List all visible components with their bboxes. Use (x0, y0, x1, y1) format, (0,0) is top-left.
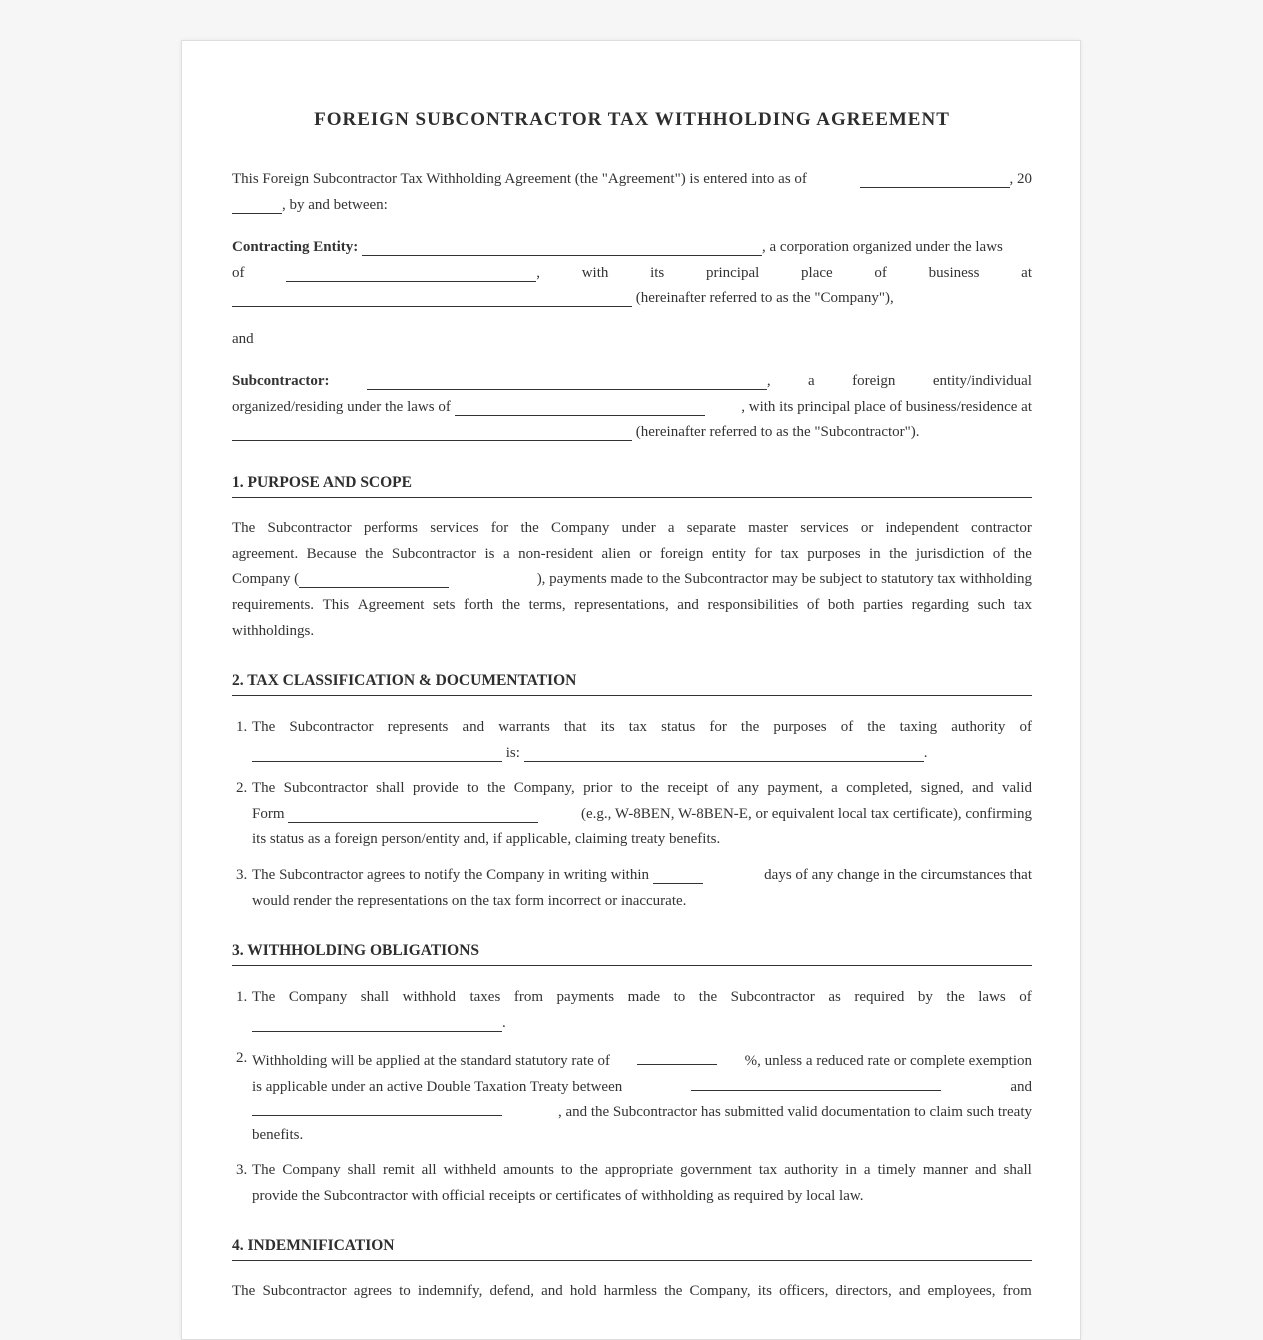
word: a (831, 780, 838, 796)
word: and (541, 1283, 563, 1299)
word: performs (363, 520, 419, 536)
section-3-item-3 (232, 1158, 1032, 1209)
item-text: its status as a foreign person/entity and, if applicable, claiming treaty benefits. (252, 831, 721, 848)
word: of (1019, 719, 1032, 735)
word: prior (583, 780, 613, 796)
word: shall (1003, 1162, 1032, 1178)
word: made (627, 989, 661, 1005)
item-text: is applicable under an active Double Taxation Treaty between (252, 1078, 623, 1095)
word: forth (464, 597, 494, 614)
word: Company, (689, 1283, 751, 1299)
document-page (181, 40, 1081, 1340)
item-text: The Subcontractor agrees to notify the Company in writing within (252, 867, 650, 883)
word: The (232, 1283, 256, 1299)
word: laws (978, 989, 1006, 1005)
section-1-line: ), payments made to the Subcontractor may be subject to statutory tax withholding (536, 571, 1032, 588)
company-jurisdiction-country-blank-field[interactable] (299, 569, 449, 588)
section-2-item-3 (232, 863, 1032, 914)
word: contractor (971, 520, 1032, 536)
word: timely (877, 1162, 916, 1178)
word: amounts (503, 1162, 554, 1178)
word: provide (412, 780, 459, 796)
item-text (252, 1158, 1032, 1184)
subcontractor-paragraph (232, 369, 1032, 446)
word: such (977, 597, 1006, 614)
word: the (501, 597, 521, 614)
treaty-country-2-blank-field[interactable] (252, 1097, 502, 1116)
subcontractor-jurisdiction-blank-field[interactable] (455, 397, 705, 416)
withholding-laws-blank-field[interactable] (252, 1013, 502, 1032)
word: This (322, 597, 350, 614)
word: employees, (927, 1283, 996, 1299)
word: Company (282, 1162, 341, 1178)
word: tax (628, 719, 648, 735)
item-text: is: (505, 744, 520, 761)
word: services (800, 520, 849, 536)
word: Subcontractor (267, 520, 352, 536)
word: both (827, 597, 855, 614)
section-1-line: Company ( (232, 571, 300, 588)
item-text: Form (252, 805, 285, 822)
word: receipt (667, 780, 709, 796)
word: regarding (911, 597, 970, 614)
word: defend, (489, 1283, 534, 1299)
word: the (664, 1283, 683, 1299)
word: manner (922, 1162, 968, 1178)
word: shall (360, 989, 390, 1005)
word: agreement. (232, 545, 299, 562)
contracting-word: principal (705, 264, 760, 281)
item-text: , and the Subcontractor has submitted valid documentation to claim such treaty (557, 1104, 1032, 1121)
and-text: and (232, 331, 254, 347)
word: Company, (513, 780, 575, 796)
section-1-line (232, 516, 1032, 542)
contracting-entity-label: Contracting Entity: (232, 239, 359, 255)
word: purposes (773, 719, 827, 735)
treaty-country-1-blank-field[interactable] (691, 1072, 941, 1091)
word: is (484, 545, 495, 562)
word: officers, (779, 1283, 829, 1299)
word: jurisdiction (915, 545, 985, 562)
word: Subcontractor (283, 780, 368, 796)
item-text (252, 985, 1032, 1011)
word: Because (306, 545, 357, 562)
taxing-authority-blank-field[interactable] (252, 743, 502, 762)
subcontractor-word: a (808, 373, 815, 389)
word: hold (569, 1283, 597, 1299)
section-1-heading: 1. PURPOSE AND SCOPE (232, 474, 1032, 498)
intro-by-and-between: , by and between: (282, 196, 388, 213)
word: represents (387, 719, 449, 735)
section-3-item-2 (232, 1046, 1032, 1149)
word: The (232, 520, 256, 536)
contracting-word: at (1021, 264, 1032, 281)
year-blank-field[interactable] (232, 195, 282, 214)
word: shall (376, 780, 405, 796)
item-text: provide the Subcontractor with official receipts or certificates of withholding as required by local law. (252, 1187, 864, 1204)
word: status (661, 719, 696, 735)
word: the (1013, 545, 1032, 562)
subcontractor-word: , (766, 373, 771, 389)
item-text (252, 715, 1032, 741)
word: independent (885, 520, 959, 536)
word: non-resident (518, 545, 594, 562)
item-text: %, unless a reduced rate or complete exemption (744, 1053, 1032, 1069)
subcontractor-residence-text: , with its principal place of business/residence at (741, 398, 1032, 415)
company-address-blank-field[interactable] (232, 288, 632, 307)
word: the (889, 545, 908, 562)
word: and (971, 780, 994, 796)
section-2-item-1 (232, 715, 1032, 766)
withholding-rate-blank-field[interactable] (637, 1046, 717, 1065)
word: required (854, 989, 905, 1005)
tax-form-blank-field[interactable] (288, 804, 538, 823)
word: from (513, 989, 544, 1005)
contracting-word: place (801, 264, 833, 281)
word: and (677, 597, 699, 614)
subcontractor-hereinafter-text: (hereinafter referred to as the "Subcontractor"). (635, 424, 920, 441)
word: purposes (807, 545, 861, 562)
item-text: and (1010, 1078, 1032, 1095)
word: in (869, 545, 881, 562)
contracting-word: business (928, 264, 980, 281)
word: its (757, 1283, 772, 1299)
word: Subcontractor (730, 989, 815, 1005)
section-3-item-1 (232, 985, 1032, 1036)
word: taxes (469, 989, 501, 1005)
word: and (462, 719, 485, 735)
word: completed, (846, 780, 913, 796)
word: sets (432, 597, 456, 614)
word: Subcontractor (262, 1283, 347, 1299)
word: separate (686, 520, 736, 536)
word: withhold (402, 989, 456, 1005)
section-2-heading: 2. TAX CLASSIFICATION & DOCUMENTATION (232, 672, 1032, 696)
word: to (560, 1162, 573, 1178)
contracting-entity-text: , a corporation organized under the laws (762, 239, 1003, 255)
word: Company (550, 520, 610, 536)
word: payments (556, 989, 615, 1005)
word: the (579, 1162, 598, 1178)
company-hereinafter-text: (hereinafter referred to as the "Company"), (635, 290, 894, 307)
item-text: Withholding will be applied at the standard statutory rate of (252, 1053, 611, 1069)
word: to (620, 780, 633, 796)
list-number: 1. (236, 719, 248, 735)
word: or (860, 520, 874, 536)
item-text: would render the representations on the tax form incorrect or inaccurate. (252, 892, 687, 909)
word: and (974, 1162, 997, 1178)
word: Subcontractor (289, 719, 374, 735)
word: Agreement (357, 597, 425, 614)
word: responsibilities (707, 597, 799, 614)
word: parties (863, 597, 904, 614)
word: of (992, 545, 1006, 562)
word: as (828, 989, 841, 1005)
subcontractor-laws-text: organized/residing under the laws of (232, 398, 451, 415)
word: and (898, 1283, 921, 1299)
word: or (639, 545, 652, 562)
word: of (806, 597, 820, 614)
section-3-heading: 3. WITHHOLDING OBLIGATIONS (232, 942, 1032, 966)
word: government (680, 1162, 752, 1178)
date-blank-field[interactable] (860, 169, 1010, 188)
word: for (754, 545, 772, 562)
contracting-word: of (874, 264, 887, 281)
word: requirements. (232, 597, 315, 614)
word: indemnify, (417, 1283, 483, 1299)
company-jurisdiction-blank-field[interactable] (286, 263, 536, 282)
subcontractor-word: entity/individual (932, 373, 1032, 389)
list-number: 3. (236, 1162, 248, 1178)
word: under (621, 520, 656, 536)
word: payment, (767, 780, 823, 796)
contracting-word: with (581, 264, 609, 281)
section-1-line (232, 593, 1032, 619)
list-number: 1. (236, 989, 248, 1005)
item-text: benefits. (252, 1127, 304, 1144)
word: its (600, 719, 615, 735)
subcontractor-word: foreign (852, 373, 896, 389)
word: taxing (899, 719, 938, 735)
word: alien (601, 545, 631, 562)
word: authority (951, 719, 1006, 735)
list-number: 3. (236, 867, 248, 883)
word: Subcontractor (391, 545, 477, 562)
subcontractor-address-blank-field[interactable] (232, 422, 632, 441)
word: remit (382, 1162, 415, 1178)
section-2-item-2 (232, 776, 1032, 853)
word: of (1019, 989, 1032, 1005)
word: the (946, 989, 965, 1005)
contracting-word: its (650, 264, 665, 281)
word: harmless (603, 1283, 657, 1299)
word: The (252, 989, 276, 1005)
section-4-paragraph (232, 1279, 1032, 1305)
word: the (520, 520, 539, 536)
section-1-line: withholdings. (232, 622, 315, 639)
word: Company (288, 989, 348, 1005)
word: services (430, 520, 479, 536)
word: a (863, 1162, 871, 1178)
company-name-blank-field[interactable] (362, 237, 762, 256)
word: shall (347, 1162, 376, 1178)
word: a (667, 520, 675, 536)
subcontractor-label: Subcontractor: (232, 373, 330, 389)
word: by (917, 989, 933, 1005)
word: The (252, 1162, 276, 1178)
word: a (502, 545, 510, 562)
word: The (252, 719, 276, 735)
word: the (640, 780, 660, 796)
word: appropriate (604, 1162, 674, 1178)
word: of (840, 719, 854, 735)
intro-paragraph (232, 167, 1032, 218)
notice-days-blank-field[interactable] (653, 865, 703, 884)
word: warrants (498, 719, 550, 735)
word: withheld (443, 1162, 497, 1178)
contracting-entity-paragraph (232, 235, 1032, 312)
item-text: days of any change in the circumstances that (764, 867, 1032, 883)
word: the (698, 989, 718, 1005)
word: The (252, 780, 276, 796)
word: the (867, 719, 886, 735)
section-4-line (232, 1279, 1032, 1305)
word: tax (1013, 597, 1032, 614)
contracting-of-text: of (232, 264, 245, 281)
word: signed, (920, 780, 964, 796)
word: terms, (528, 597, 566, 614)
intro-year-text: , 20 (1009, 171, 1032, 187)
item-text (252, 776, 1032, 802)
word: valid (1002, 780, 1032, 796)
section-1-line (232, 542, 1032, 568)
item-text: . (923, 744, 928, 761)
word: to (399, 1283, 411, 1299)
section-1-paragraph (232, 516, 1032, 644)
tax-status-blank-field[interactable] (524, 743, 924, 762)
word: foreign (660, 545, 704, 562)
section-4-heading: 4. INDEMNIFICATION (232, 1237, 1032, 1261)
word: that (563, 719, 587, 735)
list-number: 2. (236, 1050, 248, 1066)
item-text: (e.g., W-8BEN, W-8BEN-E, or equivalent local tax certificate), confirming (581, 805, 1032, 822)
word: the (365, 545, 384, 562)
word: for (490, 520, 509, 536)
word: to (673, 989, 686, 1005)
word: master (748, 520, 789, 536)
word: the (487, 780, 506, 796)
word: to (467, 780, 479, 796)
word: entity (711, 545, 747, 562)
word: for (709, 719, 727, 735)
word: tax (758, 1162, 778, 1178)
word: representations, (574, 597, 669, 614)
word: the (740, 719, 760, 735)
word: from (1002, 1283, 1032, 1299)
word: in (845, 1162, 857, 1178)
word: of (716, 780, 730, 796)
word: directors, (835, 1283, 892, 1299)
word: all (421, 1162, 437, 1178)
contracting-word: , (536, 264, 540, 281)
item-text: . (502, 1014, 506, 1031)
document-title: FOREIGN SUBCONTRACTOR TAX WITHHOLDING AGREEMENT (314, 109, 950, 130)
word: tax (780, 545, 799, 562)
word: any (737, 780, 760, 796)
intro-text: This Foreign Subcontractor Tax Withholding Agreement (the "Agreement") is entered into as of (232, 171, 807, 187)
subcontractor-name-blank-field[interactable] (367, 371, 767, 390)
word: authority (784, 1162, 839, 1178)
list-number: 2. (236, 780, 248, 796)
word: agrees (353, 1283, 392, 1299)
